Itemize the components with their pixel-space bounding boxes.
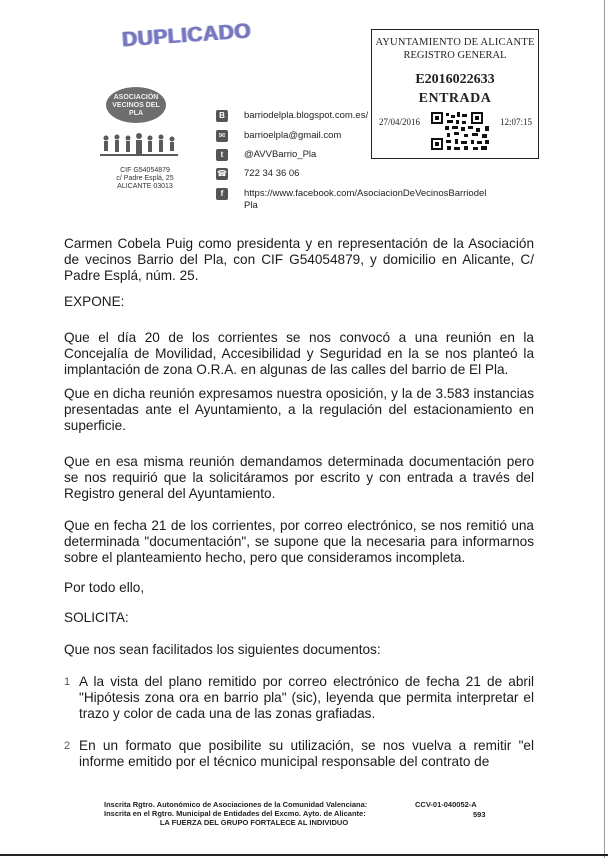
- contact-email-text[interactable]: barrioelpla@gmail.com: [244, 130, 342, 141]
- por-todo-ello: Por todo ello,: [64, 580, 145, 595]
- org-address: c/ Padre Esplá, 25: [116, 175, 174, 182]
- association-logo: ASOCIACIÓN VECINOS DEL PLA: [106, 87, 166, 123]
- registry-code: E2016022633: [415, 72, 495, 87]
- paragraph-4: Que en fecha 21 de los corrientes, por correo electrónico, se nos remitió una determinada "documentación", se supone que la necesaria para informarnos sobre el planteamiento hecho, pero que consideramos incompleta.: [64, 518, 534, 565]
- list-item-number: 1: [64, 676, 71, 688]
- registry-time: 12:07:15: [499, 117, 532, 127]
- footer-motto: LA FUERZA DEL GRUPO FORTALECE AL INDIVIDUO: [159, 818, 349, 827]
- organization-info: [90, 167, 200, 191]
- expone-heading: EXPONE:: [64, 294, 125, 309]
- paragraph-5: Que nos sean facilitados los siguientes documentos:: [64, 642, 381, 657]
- contact-twitter: [216, 149, 316, 165]
- org-cif: CIF G54054879: [120, 167, 170, 174]
- contact-facebook-text[interactable]: https://www.facebook.com/AsociacionDeVecinosBarriodel Pla: [244, 188, 487, 211]
- registry-entry: ENTRADA: [418, 91, 492, 106]
- contact-phone-text: 722 34 36 06: [244, 168, 300, 179]
- solicita-heading: SOLICITA:: [64, 610, 129, 625]
- registry-stamp: [371, 29, 539, 159]
- page-edge-right: [604, 0, 605, 858]
- duplicate-stamp: DUPLICADO: [121, 19, 252, 52]
- list-item-text: A la vista del plano remitido por correo electrónico de fecha 21 de abril "Hipótesis zona ora en barrio pla" (sic), leyenda que permita interpretar el trazo y color de cada una de las zonas grafiadas.: [79, 674, 534, 721]
- contact-twitter-text[interactable]: @AVVBarrio_Pla: [244, 149, 317, 160]
- facebook-icon: f: [216, 188, 228, 200]
- qr-code-icon: [431, 112, 491, 152]
- list-item-text: En un formato que posibilite su utilización, se nos vuelva a remitir "el informe emitido por el técnico municipal responsable del contrato de: [79, 738, 534, 769]
- contact-phone: [216, 168, 299, 184]
- contact-facebook: [216, 188, 494, 214]
- footer-registry-code: CCV-01-040052-A: [415, 800, 477, 809]
- contact-email: [216, 130, 341, 146]
- mail-icon: ✉: [216, 130, 228, 142]
- footer-line-1: Inscrita Rgtro. Autonómico de Asociaciones de la Comunidad Valenciana:: [104, 800, 368, 809]
- blogger-icon: B: [216, 110, 228, 122]
- registry-date: 27/04/2016: [379, 117, 421, 127]
- contact-blog: [216, 110, 368, 126]
- phone-icon: ☎: [217, 169, 227, 178]
- footer-registry-number: 593: [473, 810, 486, 819]
- org-city: ALICANTE 03013: [117, 183, 173, 190]
- paragraph-3: Que en esa misma reunión demandamos determinada documentación pero se nos requirió que la solicitáramos por escrito y con entrada a través del Registro general del Ayuntamiento.: [64, 454, 534, 501]
- intro-paragraph: Carmen Cobela Puig como presidenta y en representación de la Asociación de vecinos Barrio del Pla, con CIF G54054879, y domicilio en Alicante, C/ Padre Esplá, núm. 25.: [64, 236, 534, 283]
- paragraph-1: Que el día 20 de los corrientes se nos convocó a una reunión en la Concejalía de Movilidad, Accesibilidad y Seguridad en la se nos planteó la implantación de zona O.R.A. en algunas de las calles del barrio de El Pla.: [64, 330, 534, 377]
- footer-line-2: Inscrita en el Rgtro. Municipal de Entidades del Excmo. Ayto. de Alicante:: [104, 809, 366, 818]
- twitter-icon: t: [216, 149, 228, 161]
- list-item-number: 2: [64, 740, 71, 752]
- people-figures-icon: [100, 132, 178, 162]
- registry-line-2: REGISTRO GENERAL: [403, 50, 507, 61]
- paragraph-2: Que en dicha reunión expresamos nuestra oposición, y la de 3.583 instancias presentadas ante el Ayuntamiento, a la regulación del estacionamiento en superficie.: [64, 386, 534, 433]
- page-edge-bottom: [0, 854, 608, 856]
- registry-line-1: AYUNTAMIENTO DE ALICANTE: [375, 37, 535, 48]
- contact-blog-text[interactable]: barriodelpla.blogspot.com.es/: [244, 110, 369, 121]
